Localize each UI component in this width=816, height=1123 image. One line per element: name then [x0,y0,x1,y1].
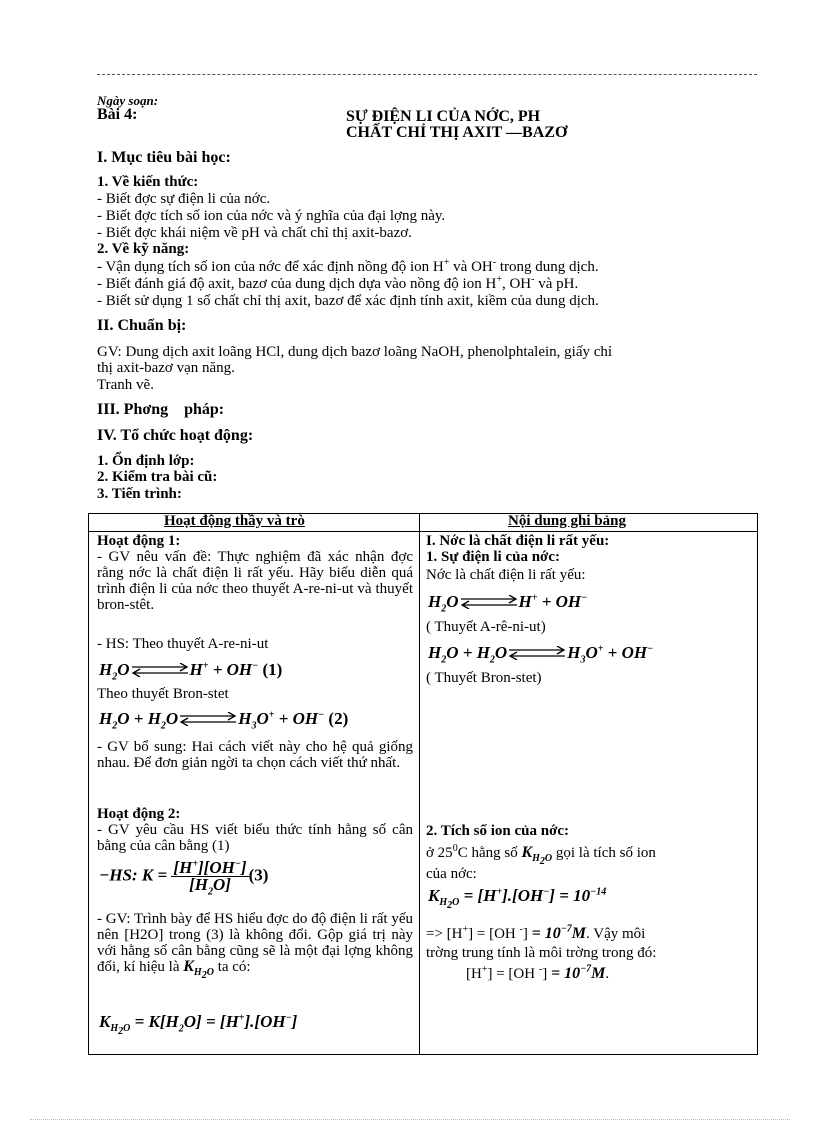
bottom-dotted-divider [30,1119,790,1120]
section-activities: IV. Tổ chức hoạt động: [97,427,254,444]
gv-explanation-text: - GV: Trình bày để HS hiểu đợc do độ điện li rất yếu nên [H2O] trong (3) là không đổi. Gộp giá trị này với hằng số cân bằng cũng sẽ là một đại lợng không đổi, kí hiệu là $K_{H_2O}$ ta có: [97,911,413,982]
table-header-divider [88,531,757,532]
activity2-text: - GV yêu cầu HS viết biểu thức tính hằng số cân bằng của cân bằng (1) [97,822,413,854]
top-dashed-divider [97,74,757,75]
lesson-title-line1: SỰ ĐIỆN LI CỦA NỚC, PH [346,108,541,125]
equilibrium-arrow-icon [178,714,238,726]
preparation-text: thị axit-bazơ vạn năng. [97,360,235,376]
activity1-title: Hoạt động 1: [97,533,181,549]
subsection-water-ionization: 1. Sự điện li của nớc: [426,549,560,565]
section-objectives: I. Mục tiêu bài học: [97,149,231,166]
table-column-divider [419,513,420,1054]
knowledge-item: - Biết đợc khái niệm về pH và chất chỉ thị axit-bazơ. [97,225,412,241]
lesson-number: Bài 4: [97,106,138,123]
bronstet-label: ( Thuyết Bron-stet) [426,670,542,686]
step-stabilize: 1. Ổn định lớp: [97,453,195,469]
equation-equilibrium-constant: −HS: K = $\frac{[H^+][OH^-]}{[H_2O]}$ (3) [99,858,269,898]
arrhenius-label: ( Thuyết A-rê-ni-ut) [426,619,546,635]
equilibrium-arrow-icon [130,665,190,677]
section-method: III. Phơng pháp: [97,401,225,418]
equation-bronstet-right: $H_2O + H_2O$ $H_3O^+ + OH^-$ [428,643,654,666]
activity1-text: - GV nêu vấn đề: Thực nghiệm đã xác nhận đợc rằng nớc là chất điện li rất yếu. Hãy biểu diễn quá trình điện li của nớc theo thuyết A-re-ni-ut và thuyết bron-stêt. [97,549,413,613]
skill-item: - Biết sử dụng 1 số chất chỉ thị axit, bazơ để xác định tính axit, kiềm của dung dịch. [97,293,599,309]
preparation-text: GV: Dung dịch axit loãng HCl, dung dịch bazơ loãng NaOH, phenolphtalein, giấy chỉ [97,344,613,360]
equation-arrhenius-right: $H_2O$ H+ + OH− [428,592,588,615]
skill-item: - Vận dụng tích số ion của nớc để xác định nồng độ ion H+ và OH- trong dung dịch. [97,257,599,275]
equilibrium-arrow-icon [507,648,567,660]
knowledge-item: - Biết đợc tích số ion của nớc và ý nghĩa của đại lợng này. [97,208,446,224]
of-water-text: của nớc: [426,866,477,882]
activity2-title: Hoạt động 2: [97,806,181,822]
lesson-title-line2: CHẤT CHỈ THỊ AXIT —BAZƠ [346,124,568,141]
date-label: Ngày soạn: [97,93,159,108]
water-weak-electrolyte-text: Nớc là chất điện li rất yếu: [426,567,586,583]
subsection-ion-product: 2. Tích số ion của nớc: [426,823,570,839]
skill-item: - Biết đánh giá độ axit, bazơ của dung dịch dựa vào nồng độ ion H+, OH- và pH. [97,274,579,292]
concentration-text: => [H+] = [OH $^-] = 10^{-7}M$. Vậy môi [426,923,646,942]
gv-supplement-text: - GV bổ sung: Hai cách viết này cho hệ quả giống nhau. Để đơn giản ngời ta chọn cách viết thứ nhất. [97,739,413,771]
equilibrium-arrow-icon [459,597,519,609]
equation-bronstet-left: $H_2O + H_2O$ $H_3O^+ + OH^-$ (2) [99,709,349,732]
preparation-text: Tranh vẽ. [97,377,154,393]
table-header-board-content: Nội dung ghi bảng [508,513,626,529]
fraction: $\frac{[H^+][OH^-]}{[H_2O]}$ [173,858,247,898]
step-process: 3. Tiến trình: [97,486,182,502]
section-water-electrolyte: I. Nớc là chất điện li rất yếu: [426,533,610,549]
knowledge-item: - Biết đợc sự điện li của nớc. [97,191,271,207]
section-preparation: II. Chuẩn bị: [97,317,187,334]
subsection-knowledge: 1. Về kiến thức: [97,174,199,190]
temperature-text: ở $25^0C$ hằng số $K_{H_2O}$ gọi là tích số ion [426,843,656,868]
subsection-skills: 2. Về kỹ năng: [97,241,190,257]
table-header-teacher-student: Hoạt động thầy và trò [164,513,305,529]
equation-kw-value: $K_{H_2O} = [H^+].[OH^-] = 10^{-14}$ [428,886,607,912]
neutral-env-text: trờng trung tính là môi trờng trong đó: [426,945,657,961]
bronstet-text: Theo thuyết Bron-stet [97,686,229,702]
neutral-condition: [H+] = [OH $^-] = 10^{-7}M$. [466,963,610,982]
equation-kw-derivation: $K_{H_2O} = K[H_2O] = [H^+].[OH^-]$ [99,1012,298,1038]
hs-arrhenius-text: - HS: Theo thuyết A-re-ni-ut [97,636,269,652]
equation-arrhenius-left: $H_2O$ H+ + OH− (1) [99,660,283,683]
step-review: 2. Kiểm tra bài cũ: [97,469,218,485]
